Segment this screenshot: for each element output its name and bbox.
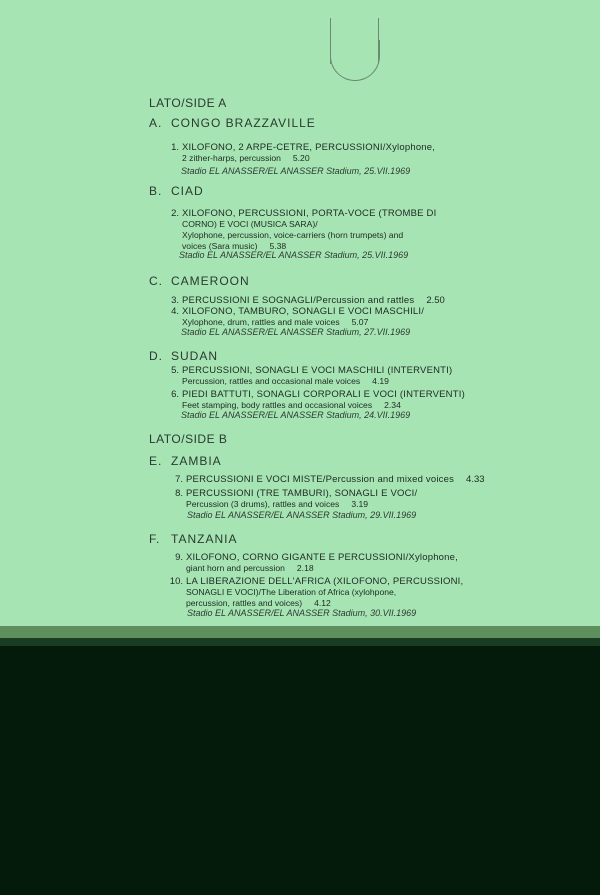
track-duration: 2.50 xyxy=(426,295,445,306)
track-subtitle: Xylophone, percussion, voice-carriers (horn trumpets) and xyxy=(182,230,404,240)
track-9 xyxy=(171,552,458,574)
section-name: CIAD xyxy=(171,184,204,198)
section-letter: E. xyxy=(149,454,163,468)
track-title: PIEDI BATTUTI, SONAGLI CORPORALI E VOCI (INTERVENTI) xyxy=(182,389,465,400)
track-duration: 4.33 xyxy=(466,474,485,485)
track-number: 3. xyxy=(171,295,179,306)
track-number: 4. xyxy=(171,306,179,317)
track-2 xyxy=(167,208,436,252)
track-5 xyxy=(167,365,452,387)
studio-credit-f: Stadio EL ANASSER/EL ANASSER Stadium, 30.VII.1969 xyxy=(187,608,417,618)
dark-background xyxy=(0,646,600,895)
section-letter: B. xyxy=(149,184,163,198)
section-letter: F. xyxy=(149,532,161,546)
track-4 xyxy=(167,306,424,328)
section-name: CONGO BRAZZAVILLE xyxy=(171,116,316,130)
track-title: XILOFONO, 2 ARPE-CETRE, PERCUSSIONI/Xylophone, xyxy=(182,142,436,153)
track-duration: 5.20 xyxy=(292,153,310,163)
side-b-heading: LATO/SIDE B xyxy=(149,432,228,446)
studio-credit-d: Stadio EL ANASSER/EL ANASSER Stadium, 24.VII.1969 xyxy=(181,410,411,420)
track-duration: 4.12 xyxy=(314,598,331,608)
track-number: 7. xyxy=(175,474,183,485)
track-duration: 3.19 xyxy=(351,499,369,509)
track-title: PERCUSSIONI E SOGNAGLI/Percussion and rattles xyxy=(182,295,415,306)
track-number: 5. xyxy=(171,365,179,376)
section-c-heading xyxy=(149,274,250,288)
track-title: XILOFONO, TAMBURO, SONAGLI E VOCI MASCHILI/ xyxy=(182,306,425,317)
track-number: 6. xyxy=(171,389,179,400)
section-f-heading xyxy=(149,532,237,546)
track-subtitle: percussion, rattles and voices) xyxy=(186,598,303,608)
side-a-heading: LATO/SIDE A xyxy=(149,96,227,110)
track-title: XILOFONO, PERCUSSIONI, PORTA-VOCE (TROMBE DI xyxy=(182,208,437,219)
track-duration: 5.07 xyxy=(351,317,369,327)
track-duration: 2.18 xyxy=(296,563,314,573)
section-letter: C. xyxy=(149,274,163,288)
track-6 xyxy=(167,389,465,411)
section-letter: D. xyxy=(149,349,163,363)
track-7 xyxy=(171,474,485,485)
track-duration: 5.38 xyxy=(269,241,287,251)
track-number: 2. xyxy=(171,208,179,219)
section-name: CAMEROON xyxy=(171,274,250,288)
track-title: PERCUSSIONI (TRE TAMBURI), SONAGLI E VOCI/ xyxy=(186,488,418,499)
section-letter: A. xyxy=(149,116,163,130)
track-10 xyxy=(167,576,463,609)
track-1 xyxy=(167,142,435,164)
track-subtitle: Percussion (3 drums), rattles and voices xyxy=(186,499,340,509)
sheet-shadow-strip xyxy=(0,638,600,646)
track-duration: 2.34 xyxy=(384,400,401,410)
section-name: ZAMBIA xyxy=(171,454,222,468)
studio-credit-a: Stadio EL ANASSER/EL ANASSER Stadium, 25.VII.1969 xyxy=(181,166,411,176)
track-subtitle: Percussion, rattles and occasional male voices xyxy=(182,376,361,386)
track-subtitle: Xylophone, drum, rattles and male voices xyxy=(182,317,340,327)
track-subtitle: giant horn and percussion xyxy=(186,563,285,573)
track-number: 9. xyxy=(175,552,183,563)
track-3 xyxy=(167,295,445,306)
track-number: 1. xyxy=(171,142,179,153)
studio-credit-c: Stadio EL ANASSER/EL ANASSER Stadium, 27.VII.1969 xyxy=(181,327,411,337)
section-b-heading xyxy=(149,184,204,198)
track-title: XILOFONO, CORNO GIGANTE E PERCUSSIONI/Xylophone, xyxy=(186,552,458,563)
track-title: PERCUSSIONI E VOCI MISTE/Percussion and mixed voices xyxy=(186,474,455,485)
studio-credit-e: Stadio EL ANASSER/EL ANASSER Stadium, 29.VII.1969 xyxy=(187,510,417,520)
track-subtitle-cont: voices (Sara music) xyxy=(182,241,258,251)
section-a-heading xyxy=(149,116,316,130)
studio-credit-b: Stadio EL ANASSER/EL ANASSER Stadium, 25.VII.1969 xyxy=(179,250,409,260)
track-title-cont: SONAGLI E VOCI)/The Liberation of Africa (xylohpone, xyxy=(186,587,397,597)
section-name: SUDAN xyxy=(171,349,219,363)
track-duration: 4.19 xyxy=(372,376,389,386)
section-e-heading xyxy=(149,454,222,468)
track-number: 10. xyxy=(169,576,183,587)
section-d-heading xyxy=(149,349,218,363)
track-title-cont: CORNO) E VOCI (MUSICA SARA)/ xyxy=(182,219,318,229)
track-title: PERCUSSIONI, SONAGLI E VOCI MASCHILI (INTERVENTI) xyxy=(182,365,453,376)
track-subtitle: 2 zither-harps, percussion xyxy=(182,153,281,163)
track-subtitle: Feet stamping, body rattles and occasional voices xyxy=(182,400,373,410)
track-8 xyxy=(171,488,417,510)
fold-tab-curve xyxy=(330,40,380,81)
section-name: TANZANIA xyxy=(171,532,238,546)
track-number: 8. xyxy=(175,488,183,499)
track-title: LA LIBERAZIONE DELL'AFRICA (XILOFONO, PERCUSSIONI, xyxy=(186,576,464,587)
sheet-edge-strip xyxy=(0,626,600,638)
